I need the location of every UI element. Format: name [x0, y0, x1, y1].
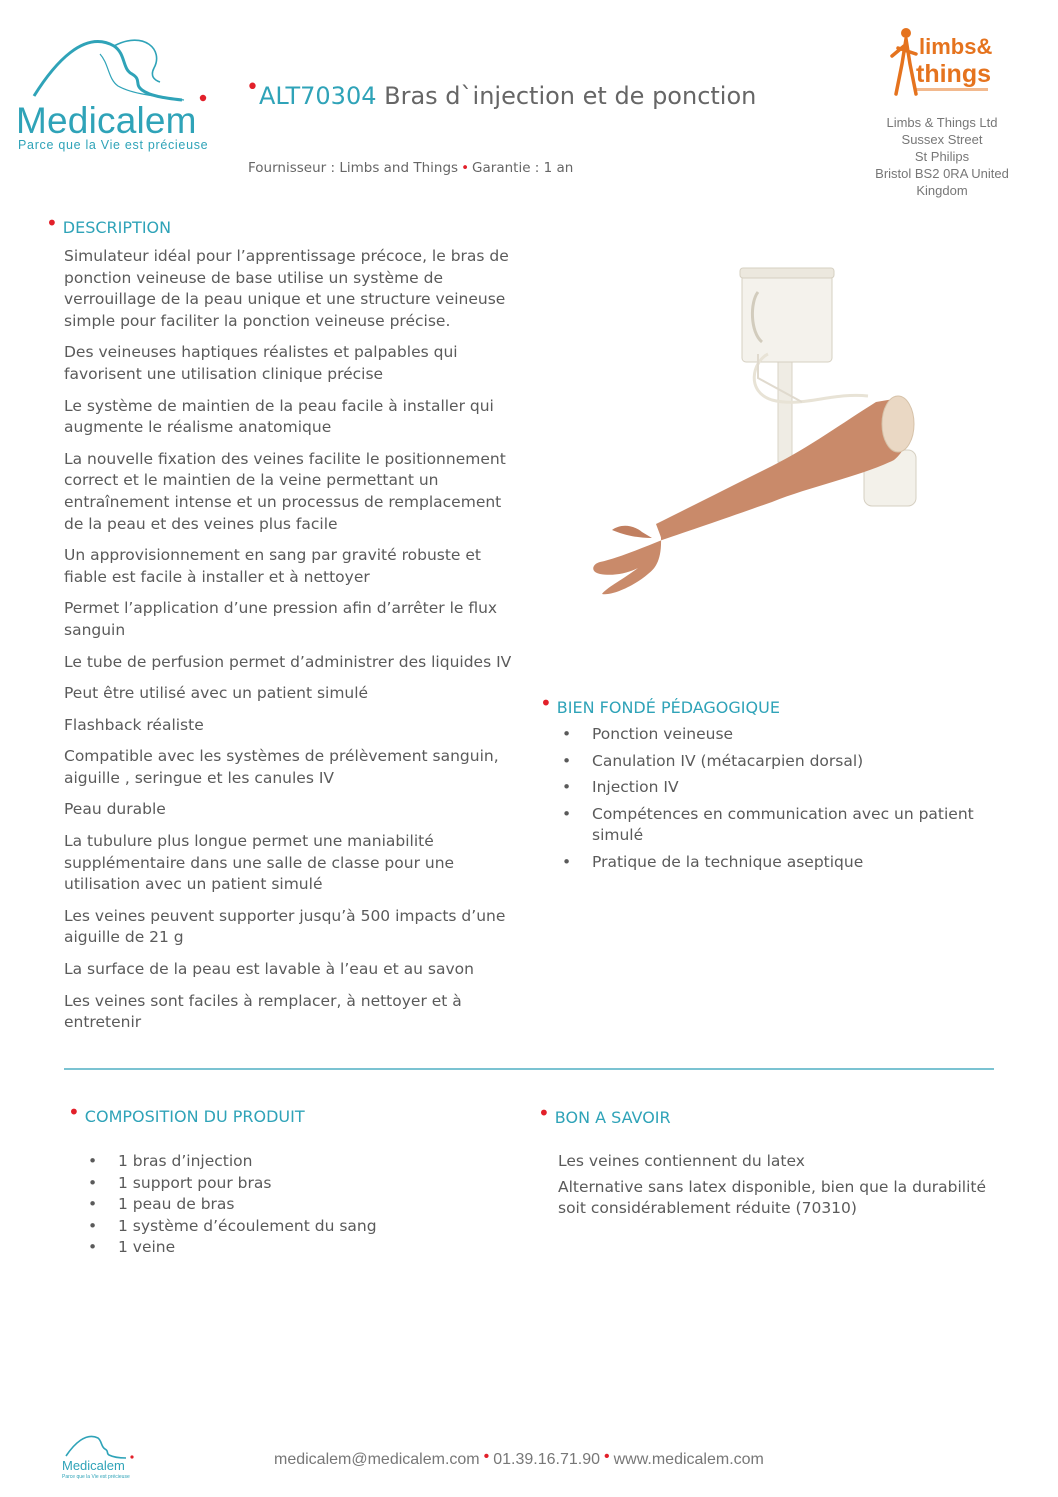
- heading-bullet-dot: •: [68, 1100, 80, 1124]
- warranty-text: Garantie : 1 an: [472, 160, 574, 176]
- composition-heading: • COMPOSITION DU PRODUIT: [68, 1100, 305, 1126]
- footer-website-link[interactable]: www.medicalem.com: [613, 1451, 764, 1468]
- list-item: • Pratique de la technique aseptique: [562, 852, 864, 871]
- address-line: Limbs & Things Ltd: [886, 115, 998, 130]
- list-item: • Compétences en communication avec un patient simulé: [562, 804, 974, 844]
- brand-tagline: Parce que la Vie est précieuse: [18, 138, 209, 152]
- list-item: • 1 veine: [88, 1238, 176, 1256]
- address-line: St Philips: [914, 149, 970, 164]
- separator-dot: •: [461, 160, 470, 176]
- list-item: • 1 peau de bras: [88, 1195, 235, 1213]
- benefits-list: [562, 724, 992, 878]
- svg-text:limbs&: limbs&: [919, 34, 993, 59]
- description-paragraph: Peut être utilisé avec un patient simulé: [64, 684, 369, 703]
- description-paragraph: Compatible avec les systèmes de prélèvement sanguin, aiguille , seringue et les canules IV: [64, 747, 499, 787]
- list-item: • 1 système d’écoulement du sang: [88, 1216, 377, 1235]
- info-body: [558, 1151, 998, 1224]
- address-line: Sussex Street: [901, 132, 983, 147]
- list-item: • Injection IV: [562, 778, 679, 796]
- description-paragraph: La nouvelle fixation des veines facilite le positionnement correct et le maintien de la veine permettant un entraînement intense et un processus de remplacement de la peau et des veines plus facile: [64, 449, 506, 533]
- footer-logo-icon: [60, 1430, 140, 1482]
- benefits-heading: • BIEN FONDÉ PÉDAGOGIQUE: [540, 691, 780, 717]
- footer-email-link[interactable]: medicalem@medicalem.com: [274, 1451, 480, 1468]
- description-paragraph: Des veineuses haptiques réalistes et palpables qui favorisent une utilisation clinique précise: [64, 343, 458, 383]
- product-title: Bras d`injection et de ponction: [384, 82, 757, 110]
- description-paragraph: La tubulure plus longue permet une maniabilité supplémentaire dans une salle de classe pour une utilisation avec un patient simulé: [64, 832, 455, 894]
- list-item: • 1 support pour bras: [88, 1173, 272, 1192]
- info-line: Les veines contiennent du latex: [558, 1152, 805, 1170]
- injection-arm-product-image: [582, 262, 932, 602]
- supplier-address: [860, 114, 1024, 199]
- description-paragraph: Flashback réaliste: [64, 715, 204, 734]
- description-paragraph: Un approvisionnement en sang par gravité robuste et fiable est facile à installer et à nettoyer: [64, 546, 482, 586]
- footer-phone: 01.39.16.71.90: [493, 1451, 601, 1468]
- heading-bullet-dot: •: [46, 211, 58, 235]
- supplier-line: [248, 160, 573, 176]
- address-line: Bristol BS2 0RA United: [875, 166, 1009, 181]
- info-heading: • BON A SAVOIR: [538, 1101, 671, 1127]
- description-body: [64, 246, 524, 1044]
- composition-list: [88, 1151, 488, 1259]
- description-paragraph: Le tube de perfusion permet d’administrer des liquides IV: [64, 652, 512, 671]
- address-line: Kingdom: [916, 183, 968, 198]
- page-title: [246, 75, 757, 110]
- separator-dot: •: [604, 1448, 610, 1465]
- limbs-and-things-logo-icon: [886, 24, 996, 102]
- svg-text:things: things: [916, 60, 991, 88]
- heading-bullet-dot: •: [538, 1101, 550, 1125]
- svg-text:Medicalem: Medicalem: [62, 1458, 125, 1473]
- product-reference: ALT70304: [258, 82, 377, 110]
- svg-text:Parce que la Vie est précieuse: Parce que la Vie est précieuse: [62, 1474, 130, 1480]
- title-bullet-dot: •: [246, 75, 259, 100]
- brand-name: Medicalem: [16, 100, 197, 141]
- description-paragraph: La surface de la peau est lavable à l’eau et au savon: [64, 960, 474, 979]
- description-paragraph: Simulateur idéal pour l’apprentissage précoce, le bras de ponction veineuse de base utilise un système de verrouillage de la peau unique et une structure veineuse simple pour faciliter la ponction veineuse précise.: [64, 247, 509, 330]
- description-paragraph: Peau durable: [64, 800, 166, 819]
- description-paragraph: Les veines peuvent supporter jusqu’à 500 impacts d’une aiguille de 21 g: [64, 906, 506, 947]
- description-paragraph: Le système de maintien de la peau facile à installer qui augmente le réalisme anatomique: [64, 396, 494, 437]
- heading-bullet-dot: •: [540, 691, 552, 715]
- separator-dot: •: [483, 1448, 490, 1465]
- description-paragraph: Les veines sont faciles à remplacer, à nettoyer et à entretenir: [64, 991, 462, 1032]
- list-item: • Ponction veineuse: [562, 725, 734, 743]
- description-paragraph: Permet l’application d’une pression afin d’arrêter le flux sanguin: [64, 599, 498, 639]
- description-heading: • DESCRIPTION: [46, 211, 172, 237]
- supplier-text: Fournisseur : Limbs and Things: [248, 160, 459, 176]
- footer-contact: [274, 1448, 764, 1469]
- list-item: • Canulation IV (métacarpien dorsal): [562, 751, 864, 770]
- list-item: • 1 bras d’injection: [88, 1152, 253, 1170]
- section-divider: [64, 1068, 994, 1070]
- info-line: Alternative sans latex disponible, bien que la durabilité soit considérablement réduite (70310): [558, 1177, 987, 1217]
